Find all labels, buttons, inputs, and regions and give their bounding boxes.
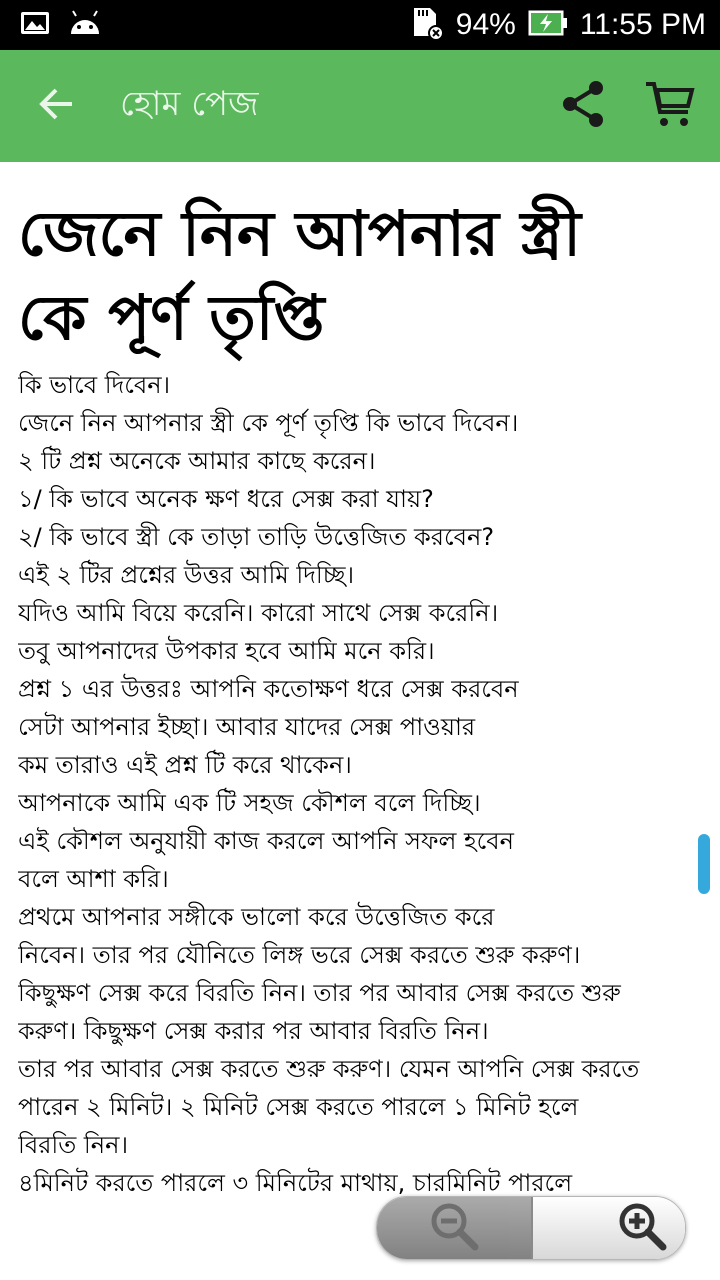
battery-percent: 94% bbox=[455, 8, 516, 41]
image-icon bbox=[20, 11, 50, 39]
article-line: প্রশ্ন ১ এর উত্তরঃ আপনি কতোক্ষণ ধরে সেক্স করবেন bbox=[18, 675, 519, 703]
article-line: কি ভাবে দিবেন। bbox=[18, 371, 171, 399]
status-bar-right bbox=[398, 6, 706, 44]
status-bar bbox=[0, 0, 720, 50]
article-line: করুণ। কিছুক্ষণ সেক্স করার পর আবার বিরতি নিন। bbox=[18, 1017, 489, 1045]
article-line: বিরতি নিন। bbox=[18, 1131, 129, 1159]
article-title-line-2: কে পূর্ণ তৃপ্তি bbox=[18, 281, 325, 354]
article-line: তবু আপনাদের উপকার হবে আমি মনে করি। bbox=[18, 637, 435, 665]
page-title: হোম পেজ bbox=[120, 83, 259, 124]
article-line: যদিও আমি বিয়ে করেনি। কারো সাথে সেক্স করেনি। bbox=[18, 599, 499, 627]
article-line: আপনাকে আমি এক টি সহজ কৌশল বলে দিচ্ছি। bbox=[18, 789, 481, 817]
article-line: ৪মিনিট করতে পারলে ৩ মিনিটের মাথায়, চারমিনিট পারলে bbox=[18, 1169, 573, 1197]
zoom-in-icon bbox=[615, 1199, 669, 1257]
article-line: এই ২ টির প্রশ্নের উত্তর আমি দিচ্ছি। bbox=[18, 561, 355, 589]
article-line: তার পর আবার সেক্স করতে শুরু করুণ। যেমন আপনি সেক্স করতে bbox=[18, 1055, 640, 1083]
cart-icon bbox=[644, 78, 696, 134]
article-line: ২/ কি ভাবে স্ত্রী কে তাড়া তাড়ি উত্তেজিত করবেন? bbox=[18, 523, 495, 551]
back-button[interactable] bbox=[26, 76, 86, 136]
zoom-out-icon bbox=[427, 1199, 481, 1257]
back-arrow-icon bbox=[36, 84, 76, 128]
battery-charging-icon bbox=[528, 10, 568, 40]
article-line: সেটা আপনার ইচ্ছা। আবার যাদের সেক্স পাওয়ার bbox=[18, 713, 476, 741]
article-line: বলে আশা করি। bbox=[18, 865, 169, 893]
article-line: পারেন ২ মিনিট। ২ মিনিট সেক্স করতে পারলে ১ মিনিট হলে bbox=[18, 1093, 579, 1121]
share-icon bbox=[558, 78, 610, 134]
sd-card-icon bbox=[410, 6, 444, 44]
zoom-controls bbox=[376, 1196, 686, 1260]
article-line: প্রথমে আপনার সঙ্গীকে ভালো করে উত্তেজিত করে bbox=[18, 903, 495, 931]
article-title-line-1: জেনে নিন আপনার স্ত্রী bbox=[18, 197, 581, 270]
article-line: কম তারাও এই প্রশ্ন টি করে থাকেন। bbox=[18, 751, 352, 779]
article-title bbox=[18, 192, 702, 360]
article-line: এই কৌশল অনুযায়ী কাজ করলে আপনি সফল হবেন bbox=[18, 827, 514, 855]
article-line: কিছুক্ষণ সেক্স করে বিরতি নিন। তার পর আবার সেক্স করতে শুরু bbox=[18, 979, 621, 1007]
scroll-indicator[interactable] bbox=[698, 834, 710, 894]
app-bar bbox=[0, 50, 720, 162]
article-content[interactable] bbox=[0, 162, 720, 1280]
clock: 11:55 PM bbox=[579, 8, 706, 41]
article-line: ২ টি প্রশ্ন অনেকে আমার কাছে করেন। bbox=[18, 447, 376, 475]
android-icon bbox=[68, 10, 102, 40]
article-line: ১/ কি ভাবে অনেক ক্ষণ ধরে সেক্স করা যায়? bbox=[18, 485, 434, 513]
cart-button[interactable] bbox=[638, 74, 702, 138]
status-bar-left bbox=[20, 10, 120, 40]
article-line: নিবেন। তার পর যৌনিতে লিঙ্গ ভরে সেক্স করতে শুরু করুণ। bbox=[18, 941, 581, 969]
share-button[interactable] bbox=[552, 74, 616, 138]
article-line: জেনে নিন আপনার স্ত্রী কে পূর্ণ তৃপ্তি কি ভাবে দিবেন। bbox=[18, 409, 519, 437]
zoom-out-button[interactable] bbox=[377, 1197, 531, 1259]
zoom-in-button[interactable] bbox=[531, 1197, 685, 1259]
